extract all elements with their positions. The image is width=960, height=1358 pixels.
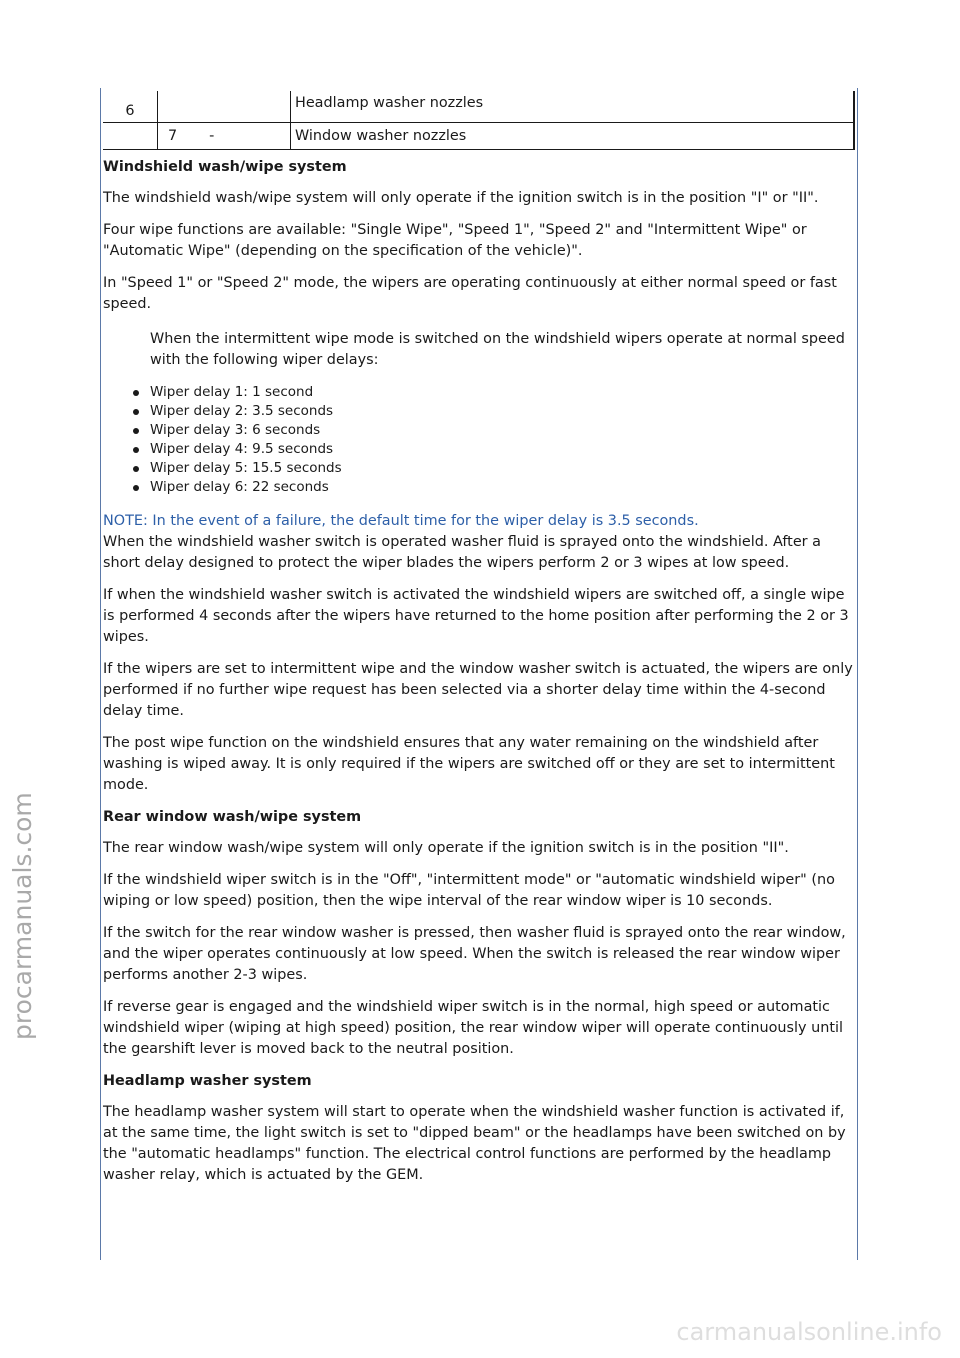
- table-cell-number: [103, 123, 158, 150]
- intermittent-intro: When the intermittent wipe mode is switched on the windshield wipers operate at normal speed with the following wiper delays:: [150, 331, 845, 368]
- paragraph: The headlamp washer system will start to operate when the windshield washer function is activated if, at the same time, the light switch is set to "dipped beam" or the headlamps have been switched on by the "automatic headlamps" function. The electrical control functions are performed by the headlamp washer relay, which is actuated by the GEM.: [103, 1104, 846, 1183]
- wiper-delay-list: [103, 383, 855, 497]
- right-margin-rule: [857, 88, 858, 1260]
- component-table: [103, 91, 855, 150]
- list-item: Wiper delay 6: 22 seconds: [150, 478, 855, 497]
- paragraph: If the switch for the rear window washer is pressed, then washer fluid is sprayed onto the rear window, and the wiper operates continuously at low speed. When the switch is released the rear window wiper performs another 2-3 wipes.: [103, 925, 846, 983]
- paragraph: Four wipe functions are available: "Single Wipe", "Speed 1", "Speed 2" and "Intermittent Wipe" or "Automatic Wipe" (depending on the specification of the vehicle)".: [103, 222, 807, 259]
- table-cell-item: [158, 91, 291, 123]
- paragraph: The windshield wash/wipe system will only operate if the ignition switch is in the position "I" or "II".: [103, 190, 819, 206]
- paragraph: If the wipers are set to intermittent wipe and the window washer switch is actuated, the wipers are only performed if no further wipe request has been selected via a shorter delay time within the 4-second delay time.: [103, 661, 853, 719]
- windshield-heading: Windshield wash/wipe system: [103, 159, 347, 175]
- list-item: Wiper delay 2: 3.5 seconds: [150, 402, 855, 421]
- table-cell-number: 6: [103, 91, 158, 123]
- note: NOTE: In the event of a failure, the default time for the wiper delay is 3.5 seconds.: [103, 513, 699, 529]
- list-item: Wiper delay 5: 15.5 seconds: [150, 459, 855, 478]
- paragraph: If the windshield wiper switch is in the "Off", "intermittent mode" or "automatic windshield wiper" (no wiping or low speed) position, then the wipe interval of the rear window wiper is 10 seconds.: [103, 872, 835, 909]
- table-cell-item: 7 -: [158, 123, 291, 150]
- list-item: Wiper delay 3: 6 seconds: [150, 421, 855, 440]
- list-item: Wiper delay 4: 9.5 seconds: [150, 440, 855, 459]
- side-watermark: procarmanuals.com: [8, 792, 37, 1040]
- table-row: [103, 91, 854, 123]
- table-row: [103, 123, 854, 150]
- rear-window-heading: Rear window wash/wipe system: [103, 809, 362, 825]
- paragraph: The post wipe function on the windshield ensures that any water remaining on the windshield after washing is wiped away. It is only required if the wipers are switched off or they are set to intermittent mode.: [103, 735, 835, 793]
- paragraph: In "Speed 1" or "Speed 2" mode, the wipers are operating continuously at either normal speed or fast speed.: [103, 275, 837, 312]
- paragraph: When the windshield washer switch is operated washer fluid is sprayed onto the windshield. After a short delay designed to protect the wiper blades the wipers perform 2 or 3 wipes at low speed.: [103, 534, 821, 571]
- table-cell-description: Window washer nozzles: [291, 123, 855, 150]
- table-cell-description: Headlamp washer nozzles: [291, 91, 855, 123]
- paragraph: If when the windshield washer switch is activated the windshield wipers are switched off, a single wipe is performed 4 seconds after the wipers have returned to the home position after performing the 2 or 3 wipes.: [103, 587, 849, 645]
- bottom-watermark: carmanualsonline.info: [676, 1318, 942, 1346]
- left-margin-rule: [100, 88, 101, 1260]
- list-item: Wiper delay 1: 1 second: [150, 383, 855, 402]
- paragraph: If reverse gear is engaged and the windshield wiper switch is in the normal, high speed or automatic windshield wiper (wiping at high speed) position, the rear window wiper will operate continuously until the gearshift lever is moved back to the neutral position.: [103, 999, 844, 1057]
- paragraph: The rear window wash/wipe system will only operate if the ignition switch is in the position "II".: [103, 840, 789, 856]
- page-content: [103, 91, 855, 1197]
- headlamp-heading: Headlamp washer system: [103, 1073, 312, 1089]
